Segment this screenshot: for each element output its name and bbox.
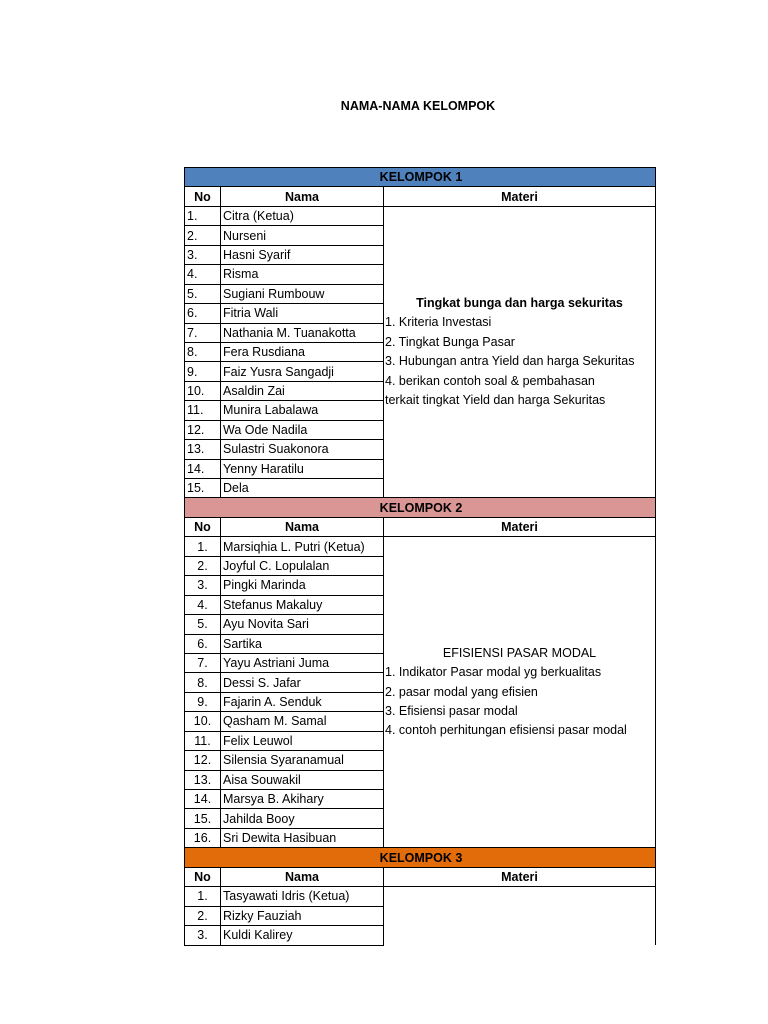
member-name: Sartika — [221, 634, 384, 653]
member-number: 13. — [185, 440, 221, 459]
member-number: 2. — [185, 556, 221, 575]
member-name: Wa Ode Nadila — [221, 420, 384, 439]
column-header-no: No — [185, 867, 221, 886]
member-name: Sri Dewita Hasibuan — [221, 828, 384, 847]
column-header-no: No — [185, 187, 221, 206]
member-name: Yenny Haratilu — [221, 459, 384, 478]
member-number: 10. — [185, 381, 221, 400]
materi-title: Tingkat bunga dan harga sekuritas — [416, 295, 623, 310]
member-number: 6. — [185, 634, 221, 653]
member-name: Asaldin Zai — [221, 381, 384, 400]
member-name: Rizky Fauziah — [221, 906, 384, 925]
member-number: 8. — [185, 673, 221, 692]
column-header-nama: Nama — [221, 867, 384, 886]
column-header-materi: Materi — [384, 517, 656, 536]
member-name: Felix Leuwol — [221, 731, 384, 750]
materi-cell — [384, 206, 656, 498]
column-header-row — [185, 867, 656, 886]
materi-line: 1. Kriteria Investasi — [385, 315, 492, 330]
table-row — [185, 537, 656, 556]
member-name: Marsiqhia L. Putri (Ketua) — [221, 537, 384, 556]
member-number: 14. — [185, 790, 221, 809]
member-name: Risma — [221, 265, 384, 284]
member-name: Hasni Syarif — [221, 245, 384, 264]
member-name: Faiz Yusra Sangadji — [221, 362, 384, 381]
member-number: 10. — [185, 712, 221, 731]
group-title: KELOMPOK 3 — [185, 848, 656, 867]
table-row — [185, 887, 656, 906]
group-title: KELOMPOK 1 — [185, 168, 656, 187]
member-name: Sulastri Suakonora — [221, 440, 384, 459]
materi-line: 2. pasar modal yang efisien — [385, 684, 538, 699]
member-number: 8. — [185, 342, 221, 361]
member-name: Fera Rusdiana — [221, 342, 384, 361]
group-header-row — [185, 848, 656, 867]
member-number: 12. — [185, 751, 221, 770]
member-name: Dessi S. Jafar — [221, 673, 384, 692]
member-name: Yayu Astriani Juma — [221, 653, 384, 672]
materi-line: 2. Tingkat Bunga Pasar — [385, 334, 515, 349]
member-name: Kuldi Kalirey — [221, 926, 384, 945]
member-number: 15. — [185, 809, 221, 828]
column-header-materi: Materi — [384, 867, 656, 886]
member-number: 15. — [185, 479, 221, 498]
member-name: Pingki Marinda — [221, 576, 384, 595]
member-number: 1. — [185, 206, 221, 225]
group-header-row — [185, 498, 656, 517]
member-number: 12. — [185, 420, 221, 439]
materi-line: 3. Efisiensi pasar modal — [385, 704, 518, 719]
materi-line: terkait tingkat Yield dan harga Sekuritas — [385, 392, 606, 407]
member-number: 4. — [185, 595, 221, 614]
materi-block — [384, 294, 655, 410]
member-number: 4. — [185, 265, 221, 284]
page-title: NAMA-NAMA KELOMPOK — [340, 99, 496, 113]
member-number: 3. — [185, 576, 221, 595]
member-number: 1. — [185, 887, 221, 906]
member-name: Qasham M. Samal — [221, 712, 384, 731]
materi-block — [384, 644, 655, 741]
member-number: 11. — [185, 401, 221, 420]
member-number: 3. — [185, 245, 221, 264]
member-number: 2. — [185, 906, 221, 925]
materi-line: 4. berikan contoh soal & pembahasan — [385, 373, 595, 388]
materi-line: 3. Hubungan antra Yield dan harga Sekuritas — [385, 354, 635, 369]
materi-line: 1. Indikator Pasar modal yg berkualitas — [385, 665, 602, 680]
column-header-materi: Materi — [384, 187, 656, 206]
column-header-row — [185, 187, 656, 206]
member-number: 7. — [185, 653, 221, 672]
group-header-row — [185, 168, 656, 187]
member-number: 16. — [185, 828, 221, 847]
member-name: Aisa Souwakil — [221, 770, 384, 789]
member-number: 3. — [185, 926, 221, 945]
materi-cell — [384, 887, 656, 945]
materi-cell — [384, 537, 656, 848]
member-number: 7. — [185, 323, 221, 342]
member-number: 9. — [185, 692, 221, 711]
member-name: Nathania M. Tuanakotta — [221, 323, 384, 342]
group-table — [184, 167, 656, 946]
member-name: Tasyawati Idris (Ketua) — [221, 887, 384, 906]
group-table-body — [185, 168, 656, 946]
member-name: Marsya B. Akihary — [221, 790, 384, 809]
member-name: Fajarin A. Senduk — [221, 692, 384, 711]
member-name: Nurseni — [221, 226, 384, 245]
materi-line: 4. contoh perhitungan efisiensi pasar modal — [385, 723, 627, 738]
member-name: Stefanus Makaluy — [221, 595, 384, 614]
member-number: 5. — [185, 615, 221, 634]
column-header-no: No — [185, 517, 221, 536]
materi-title: EFISIENSI PASAR MODAL — [442, 645, 597, 660]
member-number: 5. — [185, 284, 221, 303]
member-number: 11. — [185, 731, 221, 750]
member-name: Ayu Novita Sari — [221, 615, 384, 634]
member-number: 2. — [185, 226, 221, 245]
member-name: Fitria Wali — [221, 304, 384, 323]
member-number: 1. — [185, 537, 221, 556]
member-name: Dela — [221, 479, 384, 498]
column-header-nama: Nama — [221, 187, 384, 206]
member-number: 9. — [185, 362, 221, 381]
member-name: Citra (Ketua) — [221, 206, 384, 225]
member-name: Munira Labalawa — [221, 401, 384, 420]
column-header-row — [185, 517, 656, 536]
member-name: Silensia Syaranamual — [221, 751, 384, 770]
group-title: KELOMPOK 2 — [185, 498, 656, 517]
table-row — [185, 206, 656, 225]
member-number: 13. — [185, 770, 221, 789]
member-number: 6. — [185, 304, 221, 323]
member-number: 14. — [185, 459, 221, 478]
column-header-nama: Nama — [221, 517, 384, 536]
member-name: Jahilda Booy — [221, 809, 384, 828]
member-name: Joyful C. Lopulalan — [221, 556, 384, 575]
member-name: Sugiani Rumbouw — [221, 284, 384, 303]
